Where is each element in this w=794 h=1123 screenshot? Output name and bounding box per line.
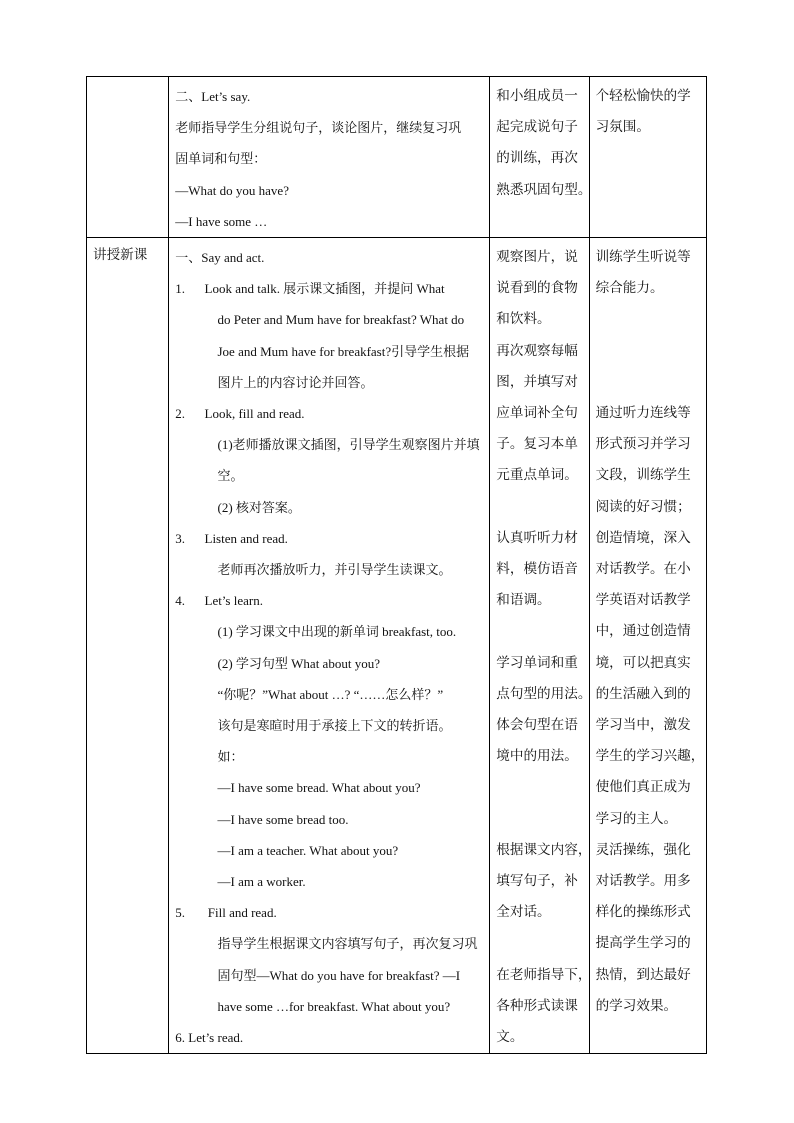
table-row-new-lesson: [87, 238, 707, 1054]
text-line: [496, 616, 586, 647]
text-line: 填写句子，补: [496, 873, 578, 890]
text-line: 形式预习并学习: [595, 436, 691, 453]
student-activity-cell: [490, 238, 592, 1054]
purpose-cell: [589, 238, 706, 1054]
purpose-cell: [589, 77, 706, 238]
stage-cell: [87, 238, 169, 1054]
text-line: 境中的用法。: [496, 748, 578, 765]
text-line: 2. Look, fill and read.: [175, 406, 305, 422]
text-line: —I have some bread. What about you?: [175, 780, 421, 796]
text-line: 对话教学。用多: [595, 873, 691, 890]
text-line: 文。: [496, 1029, 524, 1046]
text-line: 的生活融入到的: [595, 685, 691, 702]
text-line: [596, 304, 704, 335]
text-line: 二、Let’s say.: [175, 89, 251, 104]
text-line: 点句型的用法。: [496, 685, 592, 702]
text-line: 学习当中，激发: [595, 717, 691, 734]
teacher-activity-text: [169, 77, 489, 237]
text-line: 3. Listen and read.: [175, 530, 288, 546]
student-activity-text: [490, 77, 592, 206]
text-line: 通过听力连线等: [595, 405, 691, 422]
activity-cell: [169, 238, 490, 1054]
text-line: (2) 学习句型 What about you?: [175, 655, 380, 671]
text-line: 训练学生听说等: [595, 249, 691, 266]
text-line: (2) 核对答案。: [175, 499, 301, 515]
text-line: 观察图片，说: [496, 249, 578, 266]
text-line: 和饮料。: [496, 311, 551, 328]
text-line: 熟悉巩固句型。: [496, 181, 592, 198]
text-line: 空。: [175, 468, 244, 484]
text-line: 体会句型在语: [496, 717, 578, 734]
text-line: 综合能力。: [595, 280, 664, 297]
text-line: 老师指导学生分组说句子，谈论图片，继续复习巩: [175, 120, 462, 136]
text-line: 元重点单词。: [496, 467, 578, 484]
text-line: 指导学生根据课文内容填写句子，再次复习巩: [175, 936, 478, 952]
text-line: [496, 804, 586, 835]
text-line: 在老师指导下，: [496, 966, 592, 983]
text-line: 学生的学习兴趣，: [595, 748, 705, 765]
text-line: 中，通过创造情: [595, 623, 691, 640]
text-line: —I am a worker.: [175, 874, 306, 890]
text-line: 老师再次播放听力，并引导学生读课文。: [175, 562, 452, 578]
text-line: 该句是寒暄时用于承接上下文的转折语。: [175, 718, 452, 734]
text-line: 使他们真正成为: [595, 779, 691, 796]
text-line: 图，并填写对: [496, 373, 578, 390]
text-line: 子。复习本单: [496, 436, 578, 453]
student-activity-cell: [490, 77, 592, 238]
text-line: 如：: [175, 749, 244, 765]
text-line: 灵活操练，强化: [595, 841, 691, 858]
text-line: 热情，到达最好: [595, 966, 691, 983]
text-line: [496, 772, 586, 803]
text-line: 的学习效果。: [595, 997, 678, 1014]
text-line: 文段，训练学生: [595, 467, 691, 484]
text-line: 学习单词和重: [496, 654, 578, 671]
text-line: 4. Let’s learn.: [175, 593, 263, 609]
text-line: 全对话。: [496, 904, 551, 921]
text-line: 境，可以把真实: [595, 654, 691, 671]
text-line: [496, 492, 586, 523]
text-line: 起完成说句子: [496, 119, 578, 136]
text-line: 说看到的食物: [496, 280, 578, 297]
text-line: 和小组成员一: [496, 88, 578, 104]
text-line: 阅读的好习惯；: [595, 498, 691, 515]
table-row-lets-say: [87, 77, 707, 238]
text-line: 再次观察每幅: [496, 342, 578, 359]
teacher-activity-text: [169, 238, 489, 1053]
text-line: 和语调。: [496, 592, 551, 609]
text-line: 料，模仿语音: [496, 561, 578, 578]
text-line: have some …for breakfast. What about you?: [175, 998, 451, 1014]
text-line: [596, 367, 704, 398]
student-activity-text: [490, 238, 592, 1053]
text-line: —I am a teacher. What about you?: [175, 842, 399, 858]
design-purpose-text: [590, 238, 706, 1022]
text-line: 各种形式读课: [496, 997, 578, 1014]
text-line: 提高学生学习的: [595, 935, 691, 952]
text-line: (1)老师播放课文插图，引导学生观察图片并填: [175, 437, 480, 453]
text-line: (1) 学习课文中出现的新单词 breakfast, too.: [175, 624, 457, 640]
text-line: 样化的操练形式: [595, 904, 691, 921]
text-line: 图片上的内容讨论并回答。: [175, 374, 374, 390]
text-line: —I have some bread too.: [175, 811, 349, 827]
text-line: Joe and Mum have for breakfast?引导学生根据: [175, 343, 470, 359]
lesson-plan-table: [86, 76, 707, 1054]
text-line: 5. Fill and read.: [175, 905, 277, 921]
text-line: 一、Say and act.: [175, 250, 265, 266]
text-line: [596, 336, 704, 367]
text-line: 学习的主人。: [595, 810, 678, 827]
text-line: 个轻松愉快的学: [595, 88, 691, 104]
text-line: 学英语对话教学: [595, 592, 691, 609]
text-line: “你呢？”What about …? “……怎么样？”: [175, 686, 444, 702]
activity-cell: [169, 77, 490, 238]
text-line: 认真听听力材: [496, 529, 578, 546]
text-line: 习氛围。: [595, 119, 650, 136]
text-line: —What do you have?: [175, 182, 289, 198]
text-line: 创造情境，深入: [595, 529, 691, 546]
text-line: [496, 928, 586, 959]
text-line: 对话教学。在小: [595, 561, 691, 578]
text-line: 应单词补全句: [496, 405, 578, 422]
text-line: 1. Look and talk. 展示课文插图，并提问 What: [175, 281, 445, 297]
stage-cell-empty: [87, 77, 169, 238]
stage-label: 讲授新课: [93, 247, 148, 264]
text-line: 6. Let’s read.: [175, 1030, 244, 1046]
text-line: —I have some …: [175, 213, 268, 229]
text-line: 固单词和句型：: [175, 151, 267, 167]
design-purpose-text: [590, 77, 706, 143]
text-line: 固句型—What do you have for breakfast? —I: [175, 967, 461, 983]
text-line: 的训练，再次: [496, 150, 578, 167]
text-line: 根据课文内容，: [496, 841, 592, 858]
text-line: do Peter and Mum have for breakfast? What do: [175, 312, 465, 328]
